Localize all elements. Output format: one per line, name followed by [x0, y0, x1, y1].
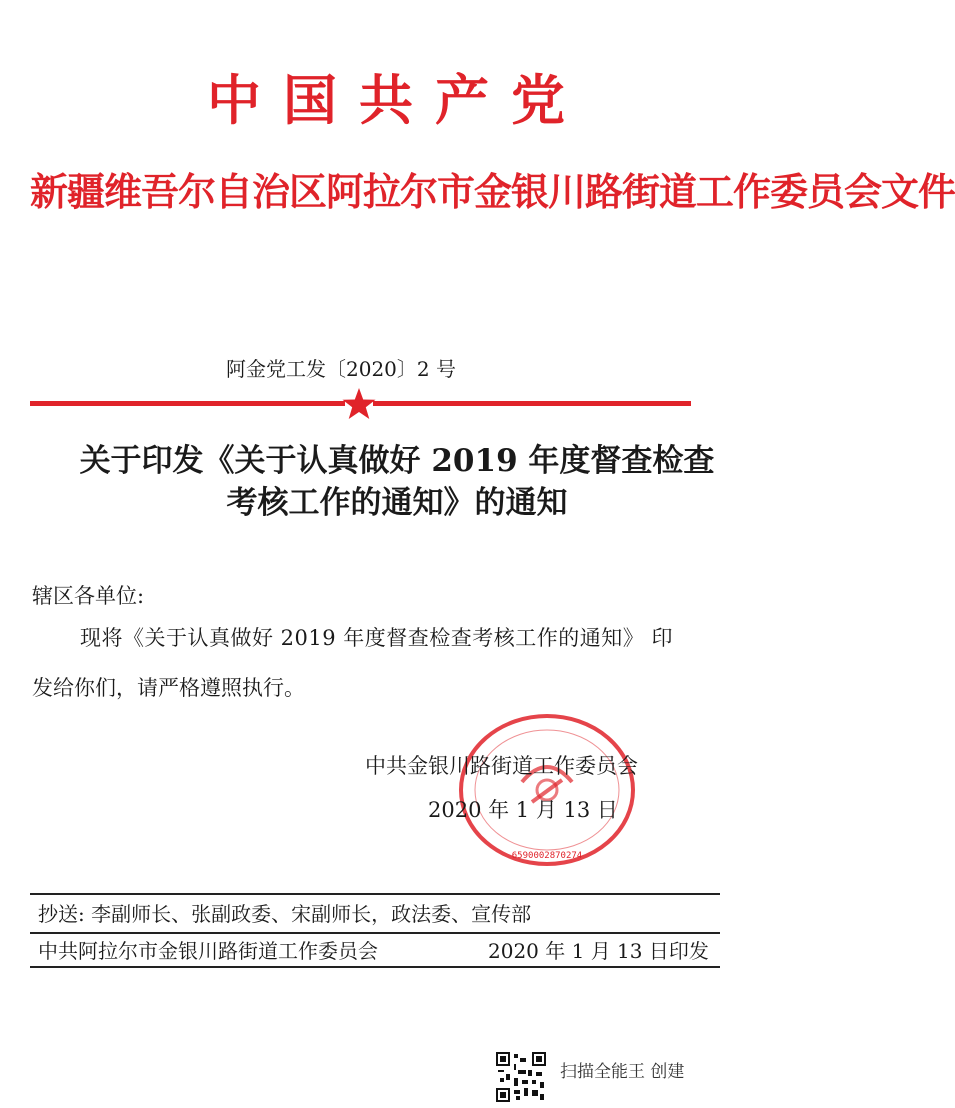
signature-date: 2020 年 1 月 13 日	[428, 798, 618, 822]
party-header: 中国共产党	[207, 68, 587, 132]
issuer: 中共阿拉尔市金银川路街道工作委员会	[38, 939, 378, 963]
document-title-line1: 关于印发《关于认真做好 2019 年度督查检查	[79, 443, 715, 479]
cc-list: 抄送: 李副师长、张副政委、宋副师长，政法委、宣传部	[38, 902, 532, 926]
seal-number: 6590002870274	[511, 851, 583, 861]
footer-rule-bottom	[30, 966, 720, 968]
body-paragraph-line2: 发给你们，请严格遵照执行。	[32, 676, 305, 700]
document-number: 阿金党工发〔2020〕2 号	[226, 357, 456, 381]
issue-date: 2020 年 1 月 13 日印发	[488, 939, 709, 963]
red-rule-left	[30, 401, 345, 406]
salutation: 辖区各单位:	[32, 584, 145, 608]
body-paragraph-line1: 现将《关于认真做好 2019 年度督查检查考核工作的通知》 印	[80, 626, 673, 650]
committee-doc-header: 新疆维吾尔自治区阿拉尔市金银川路街道工作委员会文件	[30, 169, 955, 214]
red-star-icon	[341, 386, 377, 422]
official-seal	[452, 710, 642, 870]
footer-rule-mid	[30, 932, 720, 934]
scanner-watermark: 扫描全能王 创建	[560, 1062, 685, 1082]
document-title-line2: 考核工作的通知》的通知	[226, 485, 568, 521]
footer-rule-top	[30, 893, 720, 895]
red-rule-right	[373, 401, 691, 406]
signature-org: 中共金银川路街道工作委员会	[365, 754, 638, 778]
qr-code-icon	[496, 1052, 546, 1102]
